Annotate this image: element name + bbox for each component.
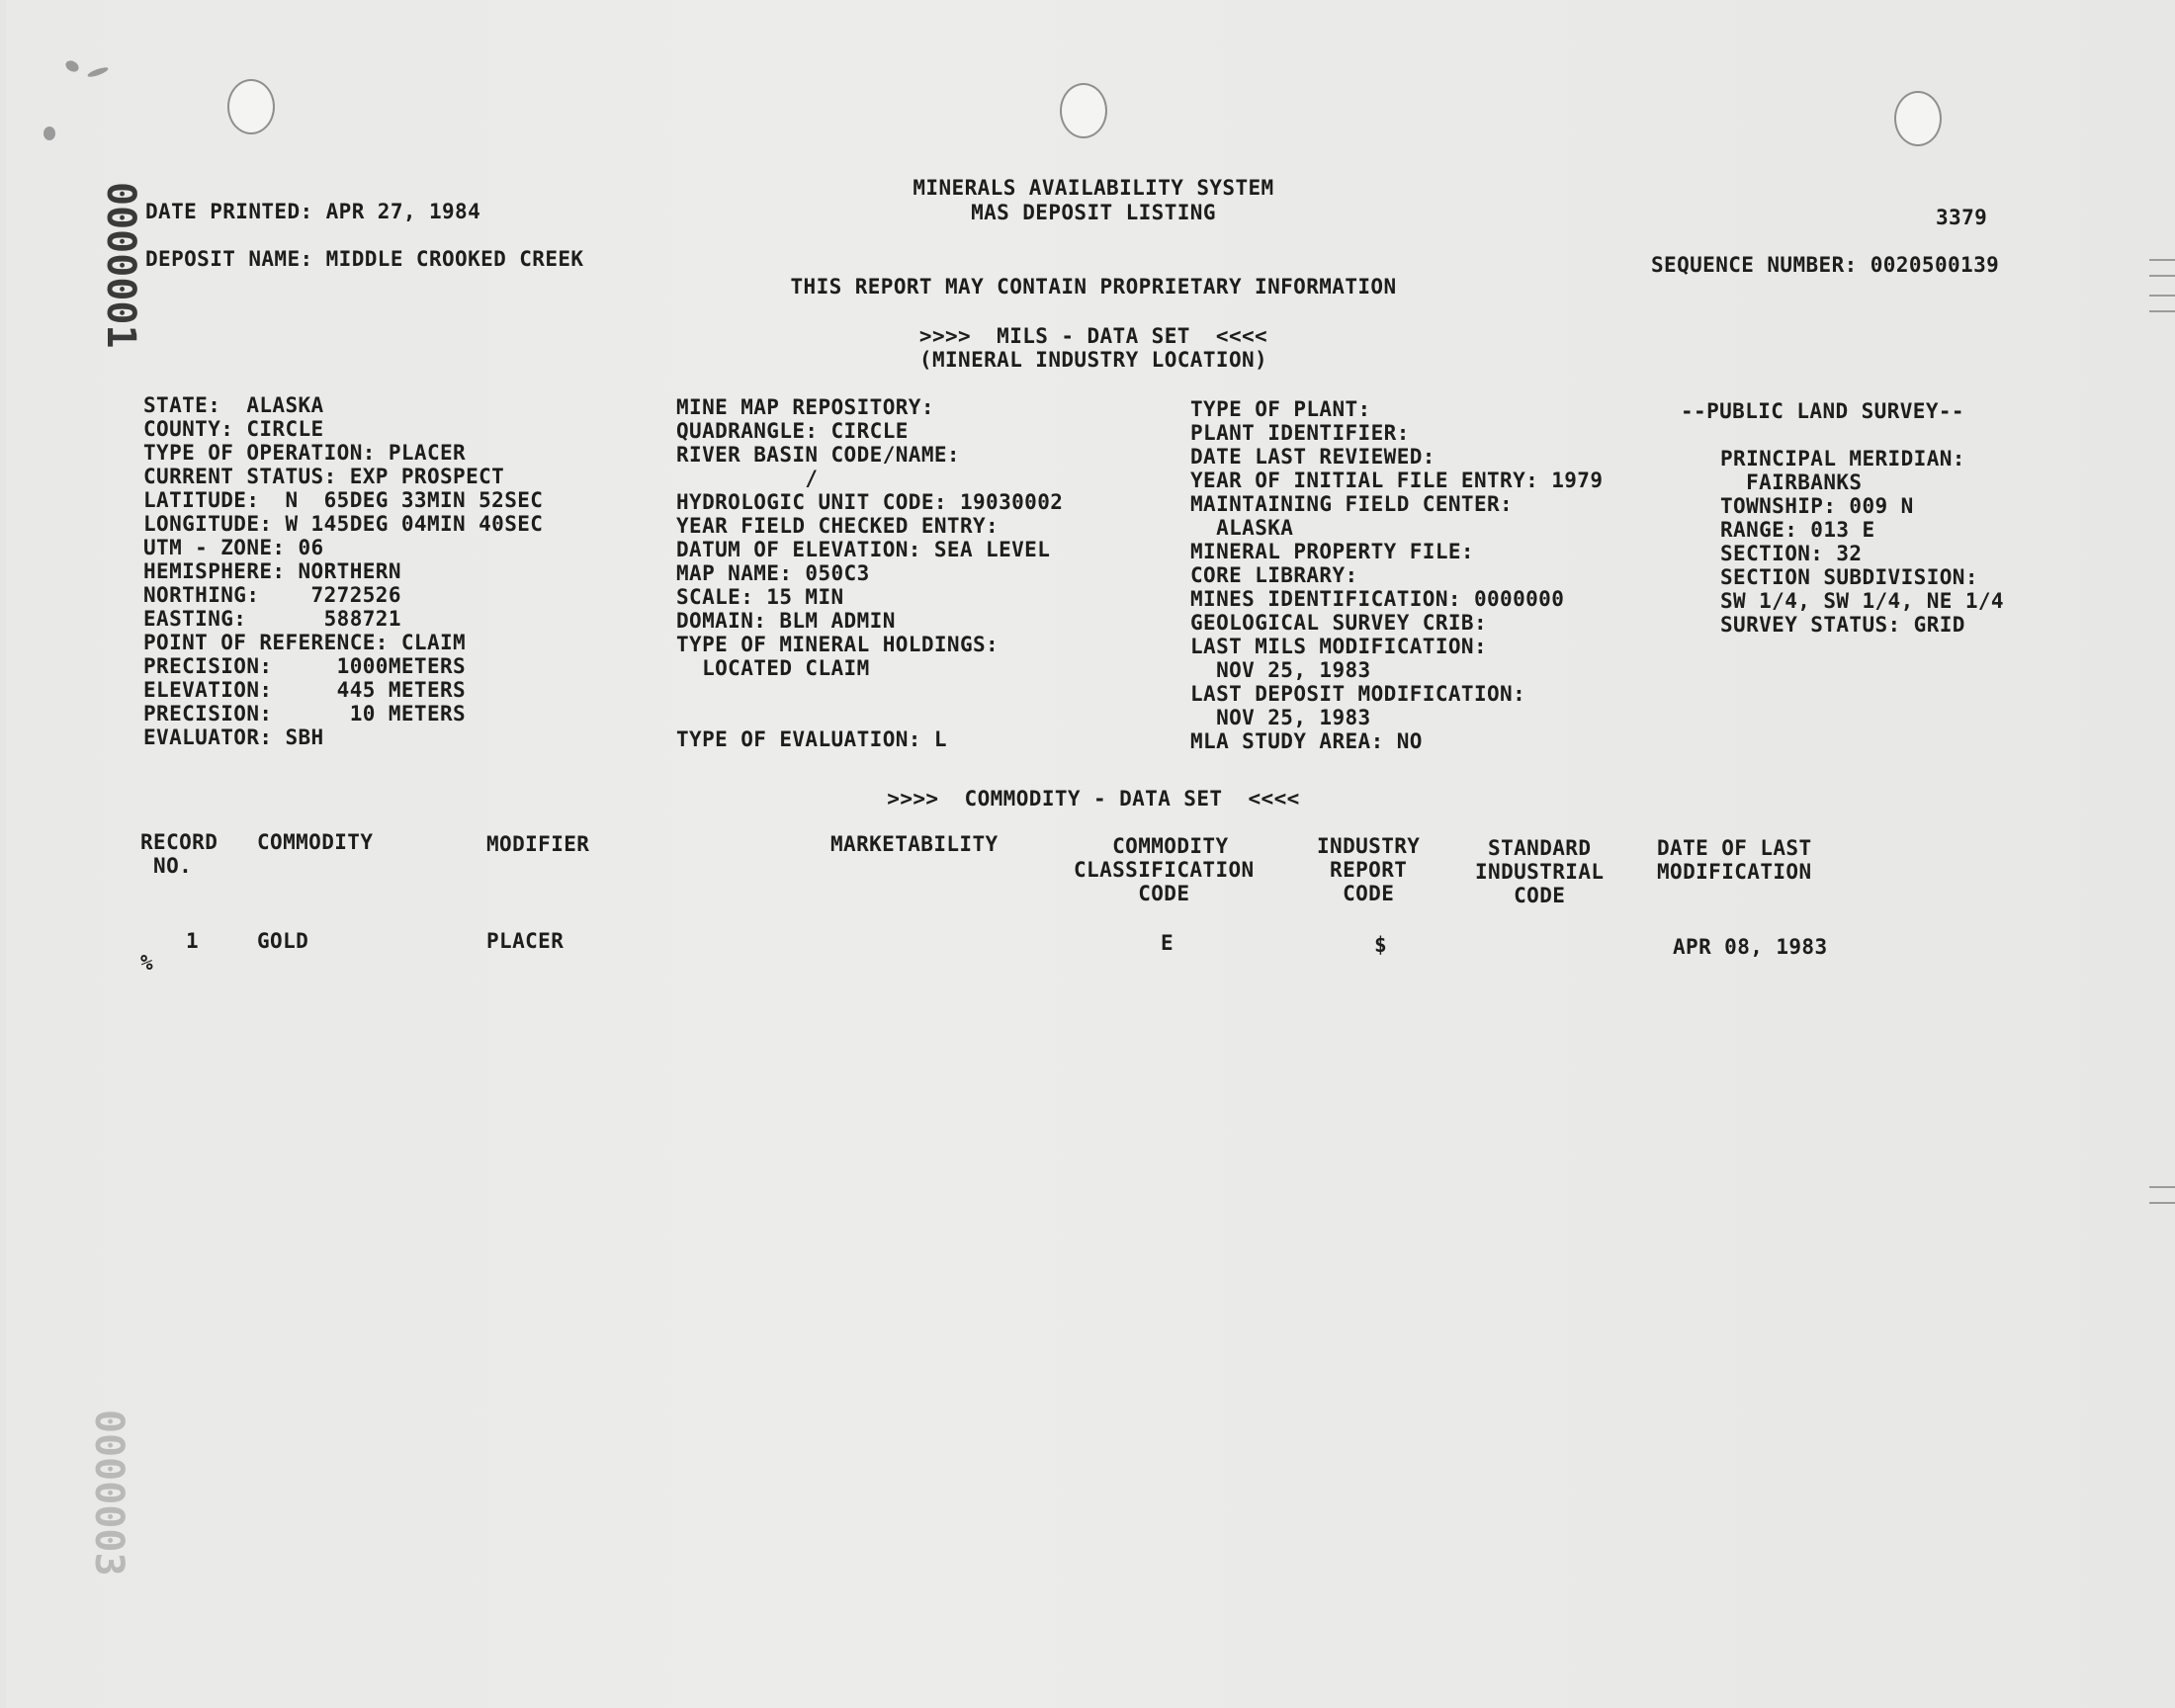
map-column xyxy=(676,395,1063,751)
field-utm-zone: UTM - ZONE: 06 xyxy=(143,536,324,559)
header-industry-report-code: INDUSTRY REPORT CODE xyxy=(1317,834,1421,905)
field-section-subdivision: SECTION SUBDIVISION: xyxy=(1720,565,1978,589)
land-survey-title: --PUBLIC LAND SURVEY-- xyxy=(1681,399,1964,423)
field-datum-elevation: DATUM OF ELEVATION: SEA LEVEL xyxy=(676,538,1051,561)
header-modifier: MODIFIER xyxy=(486,832,590,856)
edge-tab-mark xyxy=(2149,259,2175,277)
field-survey-status: SURVEY STATUS: GRID xyxy=(1720,613,1965,637)
row-record-no: 1 xyxy=(186,929,200,953)
row-commodity: GOLD xyxy=(257,929,309,953)
field-elevation-precision: PRECISION: 10 METERS xyxy=(143,702,467,726)
field-last-deposit-mod-date: NOV 25, 1983 xyxy=(1190,706,1371,729)
field-range: RANGE: 013 E xyxy=(1720,518,1875,542)
field-domain: DOMAIN: BLM ADMIN xyxy=(676,609,896,633)
field-state: STATE: ALASKA xyxy=(143,393,324,417)
file-column xyxy=(1190,397,1603,753)
field-operation-type: TYPE OF OPERATION: PLACER xyxy=(143,441,467,465)
sequence-number: SEQUENCE NUMBER: 0020500139 xyxy=(1651,253,2000,277)
field-mines-identification: MINES IDENTIFICATION: 0000000 xyxy=(1190,587,1565,611)
field-precision: PRECISION: 1000METERS xyxy=(143,654,467,678)
punch-hole-right xyxy=(1894,91,1942,146)
proprietary-notice: THIS REPORT MAY CONTAIN PROPRIETARY INFORMATION xyxy=(790,275,1397,299)
field-mineral-property-file: MINERAL PROPERTY FILE: xyxy=(1190,540,1474,563)
field-mine-map-repository: MINE MAP REPOSITORY: xyxy=(676,395,934,419)
field-map-name: MAP NAME: 050C3 xyxy=(676,561,870,585)
field-easting: EASTING: 588721 xyxy=(143,607,401,631)
field-year-initial-entry: YEAR OF INITIAL FILE ENTRY: 1979 xyxy=(1190,469,1604,492)
field-longitude: LONGITUDE: W 145DEG 04MIN 40SEC xyxy=(143,512,544,536)
field-scale: SCALE: 15 MIN xyxy=(676,585,844,609)
smudge-mark xyxy=(87,65,110,78)
spacer-line xyxy=(676,680,1063,704)
field-survey-crib: GEOLOGICAL SURVEY CRIB: xyxy=(1190,611,1487,635)
field-field-center-value: ALASKA xyxy=(1190,516,1294,540)
field-plant-type: TYPE OF PLANT: xyxy=(1190,397,1371,421)
mils-section-title: >>>> MILS - DATA SET <<<< xyxy=(918,324,1268,348)
field-mineral-holdings: TYPE OF MINERAL HOLDINGS: xyxy=(676,633,1000,656)
punch-hole-left xyxy=(227,79,275,134)
field-principal-meridian: PRINCIPAL MERIDIAN: xyxy=(1720,447,1965,470)
film-code-top: 0000001 xyxy=(98,182,143,349)
header-marketability: MARKETABILITY xyxy=(830,832,999,856)
field-evaluation-type: TYPE OF EVALUATION: L xyxy=(676,727,947,751)
field-field-center: MAINTAINING FIELD CENTER: xyxy=(1190,492,1514,516)
field-mineral-holdings-value: LOCATED CLAIM xyxy=(676,656,870,680)
field-river-basin: RIVER BASIN CODE/NAME: xyxy=(676,443,960,467)
commodity-section-title: >>>> COMMODITY - DATA SET <<<< xyxy=(887,787,1300,811)
field-year-checked: YEAR FIELD CHECKED ENTRY: xyxy=(676,514,1000,538)
film-code-bottom: 0000003 xyxy=(86,1409,131,1577)
row-classification-code: E xyxy=(1161,931,1174,955)
punch-hole-center xyxy=(1060,83,1107,138)
field-evaluator: EVALUATOR: SBH xyxy=(143,726,324,749)
field-hydrologic-unit: HYDROLOGIC UNIT CODE: 19030002 xyxy=(676,490,1064,514)
header-date-last-modification: DATE OF LAST MODIFICATION xyxy=(1657,836,1812,884)
field-plant-identifier: PLANT IDENTIFIER: xyxy=(1190,421,1410,445)
field-latitude: LATITUDE: N 65DEG 33MIN 52SEC xyxy=(143,488,544,512)
page-number: 3379 xyxy=(1936,206,1988,229)
field-core-library: CORE LIBRARY: xyxy=(1190,563,1358,587)
header-record-no: RECORD NO. xyxy=(140,830,218,878)
field-section: SECTION: 32 xyxy=(1720,542,1863,565)
field-hemisphere: HEMISPHERE: NORTHERN xyxy=(143,559,401,583)
footer-mark: % xyxy=(140,951,154,975)
mils-section-subtitle: (MINERAL INDUSTRY LOCATION) xyxy=(918,348,1268,372)
field-river-basin-value: / xyxy=(676,467,819,490)
field-mla-study-area: MLA STUDY AREA: NO xyxy=(1190,729,1423,753)
field-quadrangle: QUADRANGLE: CIRCLE xyxy=(676,419,909,443)
edge-tab-mark xyxy=(2149,295,2175,312)
smudge-mark xyxy=(63,58,80,74)
field-elevation: ELEVATION: 445 METERS xyxy=(143,678,467,702)
header-commodity: COMMODITY xyxy=(257,830,374,854)
row-date-last-modification: APR 08, 1983 xyxy=(1673,935,1828,959)
field-point-of-reference: POINT OF REFERENCE: CLAIM xyxy=(143,631,467,654)
smudge-mark xyxy=(44,127,55,140)
field-county: COUNTY: CIRCLE xyxy=(143,417,324,441)
spacer-line xyxy=(676,704,1063,727)
field-date-last-reviewed: DATE LAST REVIEWED: xyxy=(1190,445,1436,469)
field-principal-meridian-value: FAIRBANKS xyxy=(1720,470,1863,494)
date-printed: DATE PRINTED: APR 27, 1984 xyxy=(145,200,481,223)
deposit-name: DEPOSIT NAME: MIDDLE CROOKED CREEK xyxy=(145,247,584,271)
location-column xyxy=(143,393,543,749)
field-last-deposit-mod: LAST DEPOSIT MODIFICATION: xyxy=(1190,682,1526,706)
edge-tab-mark xyxy=(2149,1186,2175,1204)
row-modifier: PLACER xyxy=(486,929,565,953)
listing-title: MAS DEPOSIT LISTING xyxy=(971,201,1216,224)
field-last-mils-mod: LAST MILS MODIFICATION: xyxy=(1190,635,1487,658)
header-classification-code: COMMODITY CLASSIFICATION CODE xyxy=(1074,834,1255,905)
system-title: MINERALS AVAILABILITY SYSTEM xyxy=(913,176,1274,200)
field-section-subdivision-value: SW 1/4, SW 1/4, NE 1/4 xyxy=(1720,589,2004,613)
field-current-status: CURRENT STATUS: EXP PROSPECT xyxy=(143,465,505,488)
field-northing: NORTHING: 7272526 xyxy=(143,583,401,607)
document-page xyxy=(6,0,2175,1708)
field-last-mils-mod-date: NOV 25, 1983 xyxy=(1190,658,1371,682)
row-industry-report-code: $ xyxy=(1374,933,1388,957)
field-township: TOWNSHIP: 009 N xyxy=(1720,494,1914,518)
land-survey-column xyxy=(1720,447,2004,637)
header-standard-industrial-code: STANDARD INDUSTRIAL CODE xyxy=(1475,836,1605,907)
